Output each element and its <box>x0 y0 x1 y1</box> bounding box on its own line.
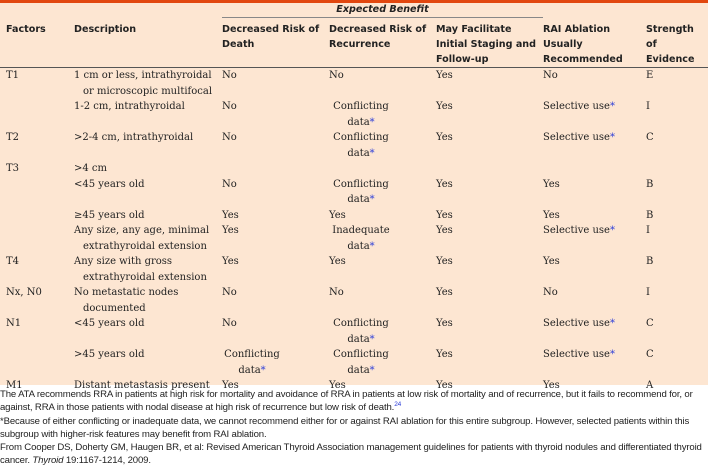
cell-factor <box>0 347 74 378</box>
staging-text: Yes <box>436 380 453 391</box>
rai-text: Selective use <box>543 318 610 329</box>
footnote-asterisk: * <box>609 225 615 236</box>
cell-staging <box>436 177 543 208</box>
cell-recurrence <box>329 316 436 347</box>
cell-staging <box>436 347 543 378</box>
recurrence-text: Inadequate data <box>332 225 390 252</box>
column-header: RAI Ablation Usually Recommended <box>543 19 646 68</box>
cell-strength <box>646 68 708 100</box>
cell-recurrence <box>329 347 436 378</box>
death-text: No <box>222 287 237 298</box>
recurrence-text: Yes <box>329 380 346 391</box>
cell-rai <box>543 254 646 285</box>
cell-desc <box>74 223 222 254</box>
cell-desc <box>74 285 222 316</box>
column-header: Decreased Risk of Death <box>222 19 329 68</box>
desc-text: ≥45 years old <box>74 209 145 221</box>
cell-death <box>222 208 329 224</box>
rai-text: Yes <box>543 209 560 221</box>
recurrence-text: Conflicting data <box>333 132 389 159</box>
cell-factor <box>0 161 74 177</box>
cell-staging <box>436 316 543 347</box>
factor-text: Nx, N0 <box>6 287 42 298</box>
cell-desc <box>74 130 222 161</box>
footnote-asterisk: * <box>369 364 375 376</box>
table-row <box>0 254 708 285</box>
staging-text: Yes <box>436 318 453 329</box>
cell-strength <box>646 316 708 347</box>
cell-death <box>222 99 329 130</box>
strength-text: C <box>646 349 654 360</box>
cell-rai <box>543 208 646 224</box>
table-row <box>0 285 708 316</box>
recurrence-text: Conflicting data <box>333 101 389 128</box>
cell-strength <box>646 177 708 208</box>
column-header: Description <box>74 19 222 68</box>
cell-recurrence <box>329 161 436 177</box>
cell-desc <box>74 68 222 100</box>
cell-recurrence <box>329 99 436 130</box>
cell-recurrence <box>329 68 436 100</box>
strength-text: I <box>646 225 650 236</box>
table-footnotes <box>0 388 708 468</box>
death-text: No <box>222 132 237 143</box>
cell-staging <box>436 68 543 100</box>
cell-factor <box>0 177 74 208</box>
table-row <box>0 347 708 378</box>
cell-recurrence <box>329 285 436 316</box>
cell-rai <box>543 161 646 177</box>
staging-text: Yes <box>436 349 453 360</box>
recurrence-text: Conflicting data <box>333 349 389 376</box>
cell-factor <box>0 99 74 130</box>
cell-desc <box>74 99 222 130</box>
death-text: Yes <box>222 225 239 236</box>
footnote-asterisk: * <box>369 147 375 159</box>
cell-rai <box>543 68 646 100</box>
factor-text: T2 <box>6 132 20 143</box>
strength-text: I <box>646 287 650 298</box>
death-text: No <box>222 101 237 112</box>
cell-rai <box>543 177 646 208</box>
desc-text: 1-2 cm, intrathyroidal <box>74 101 185 112</box>
cell-death <box>222 254 329 285</box>
rai-text: No <box>543 70 558 81</box>
staging-text: Yes <box>436 101 453 112</box>
desc-text: Any size with gross extrathyroidal extension <box>74 256 207 283</box>
rai-text: Selective use <box>543 101 610 112</box>
table-row <box>0 161 708 177</box>
cell-desc <box>74 347 222 378</box>
cell-rai <box>543 285 646 316</box>
recurrence-text: Conflicting data <box>333 178 389 205</box>
factor-text: N1 <box>6 318 22 329</box>
rai-text: Yes <box>543 380 560 391</box>
staging-text: Yes <box>436 132 453 143</box>
desc-text: Any size, any age, minimal extrathyroidal extension <box>74 225 210 252</box>
cell-desc <box>74 161 222 177</box>
expected-benefit-header: Expected Benefit <box>222 3 543 18</box>
strength-text: E <box>646 70 654 81</box>
cell-rai <box>543 223 646 254</box>
footnote-asterisk: * <box>369 333 375 345</box>
strength-text: I <box>646 101 650 112</box>
cell-desc <box>74 254 222 285</box>
cell-strength <box>646 254 708 285</box>
desc-text: >45 years old <box>74 349 145 360</box>
staging-text: Yes <box>436 70 453 81</box>
table-row <box>0 316 708 347</box>
cell-strength <box>646 208 708 224</box>
cell-recurrence <box>329 223 436 254</box>
ata-note: The ATA recommends RRA in patients at high risk for mortality and avoidance of RRA in patients at low risk of mortality and of recurrence, but it fails to recommend for, or against, RRA in those patients with nodal disease at high risk of recurrence but low risk of death.$^{24}$ <box>0 389 693 414</box>
table-row <box>0 208 708 224</box>
cell-death <box>222 347 329 378</box>
strength-text: B <box>646 256 654 267</box>
footnote-asterisk: * <box>369 194 375 205</box>
cell-factor <box>0 223 74 254</box>
cell-desc <box>74 208 222 224</box>
cell-death <box>222 177 329 208</box>
cell-factor <box>0 130 74 161</box>
cell-staging <box>436 161 543 177</box>
desc-text: >2-4 cm, intrathyroidal <box>74 132 194 143</box>
footnote-asterisk: * <box>609 349 615 360</box>
column-header: May Facilitate Initial Staging and Follow-up <box>436 19 543 68</box>
strength-text: A <box>646 380 654 391</box>
rai-text: Yes <box>543 256 560 267</box>
death-text: No <box>222 318 237 329</box>
reference-24[interactable]: 24 <box>394 401 402 409</box>
cell-death <box>222 223 329 254</box>
cell-strength <box>646 285 708 316</box>
cell-staging <box>436 130 543 161</box>
cell-death <box>222 285 329 316</box>
death-text: Conflicting data <box>224 349 280 376</box>
cell-strength <box>646 99 708 130</box>
cell-factor <box>0 254 74 285</box>
table-row <box>0 130 708 161</box>
cell-desc <box>74 316 222 347</box>
column-header: Strength of Evidence <box>646 19 708 68</box>
strength-text: B <box>646 209 654 221</box>
column-header: Decreased Risk of Recurrence <box>329 19 436 68</box>
desc-text: >4 cm <box>74 163 108 174</box>
footnote-asterisk: * <box>369 116 375 128</box>
cell-desc <box>74 177 222 208</box>
staging-text: Yes <box>436 209 453 221</box>
death-text: Yes <box>222 209 239 221</box>
cell-recurrence <box>329 130 436 161</box>
cell-death <box>222 316 329 347</box>
cell-staging <box>436 223 543 254</box>
rai-text: No <box>543 287 558 298</box>
factor-text: T3 <box>6 163 20 174</box>
death-text: No <box>222 70 237 81</box>
table-row <box>0 99 708 130</box>
death-text: Yes <box>222 380 239 391</box>
table-row <box>0 223 708 254</box>
recurrence-text: Yes <box>329 256 346 267</box>
factor-text: T1 <box>6 70 20 81</box>
strength-text: C <box>646 318 654 329</box>
staging-text: Yes <box>436 178 453 190</box>
cell-factor <box>0 208 74 224</box>
desc-text: No metastatic nodes documented <box>74 287 179 314</box>
cell-rai <box>543 347 646 378</box>
desc-text: <45 years old <box>74 178 145 190</box>
rai-text: Yes <box>543 178 560 190</box>
rai-text: Selective use <box>543 132 610 143</box>
strength-text: B <box>646 178 654 190</box>
cell-factor <box>0 316 74 347</box>
footnote-asterisk: * <box>260 364 266 376</box>
cell-rai <box>543 130 646 161</box>
cell-staging <box>436 254 543 285</box>
cell-recurrence <box>329 177 436 208</box>
cell-factor <box>0 68 74 100</box>
cell-strength <box>646 223 708 254</box>
factor-text: T4 <box>6 256 20 267</box>
footnote-asterisk: * <box>609 101 615 112</box>
cell-staging <box>436 285 543 316</box>
desc-text: Distant metastasis present <box>74 380 210 391</box>
rai-text: Selective use <box>543 349 610 360</box>
cell-recurrence <box>329 254 436 285</box>
recurrence-text: Yes <box>329 209 346 221</box>
cell-factor <box>0 285 74 316</box>
cell-strength <box>646 347 708 378</box>
cell-rai <box>543 316 646 347</box>
asterisk-note: *Because of either conflicting or inadequate data, we cannot recommend either for or against RAI ablation for this entire subgroup. However, selected patients within this subgroup with higher-risk features may benefit from RAI ablation. <box>0 415 690 440</box>
cell-death <box>222 161 329 177</box>
cell-strength <box>646 161 708 177</box>
cell-recurrence <box>329 208 436 224</box>
footnote-asterisk: * <box>369 240 375 252</box>
footnote-asterisk: * <box>609 318 615 329</box>
desc-text: 1 cm or less, intrathyroidal or microscopic multifocal <box>74 70 213 97</box>
column-header: Factors <box>0 19 74 68</box>
rai-text: Selective use <box>543 225 610 236</box>
cell-rai <box>543 99 646 130</box>
footnote-asterisk: * <box>609 132 615 143</box>
death-text: Yes <box>222 256 239 267</box>
table-row <box>0 177 708 208</box>
staging-text: Yes <box>436 256 453 267</box>
recurrence-text: No <box>329 287 344 298</box>
staging-text: Yes <box>436 225 453 236</box>
table-row <box>0 68 708 100</box>
cell-death <box>222 130 329 161</box>
recurrence-text: No <box>329 70 344 81</box>
cell-strength <box>646 130 708 161</box>
strength-text: C <box>646 132 654 143</box>
cell-death <box>222 68 329 100</box>
cell-staging <box>436 99 543 130</box>
death-text: No <box>222 178 237 190</box>
factor-text: M1 <box>6 380 23 391</box>
cell-staging <box>436 208 543 224</box>
source-citation: From Cooper DS, Doherty GM, Haugen BR, et al: Revised American Thyroid Association management guidelines for patients with thyroid nodules and differentiated thyroid cancer. Thyroid 19:1167-1214, 2009. <box>0 442 702 467</box>
staging-text: Yes <box>436 287 453 298</box>
desc-text: <45 years old <box>74 318 145 329</box>
recurrence-text: Conflicting data <box>333 318 389 345</box>
